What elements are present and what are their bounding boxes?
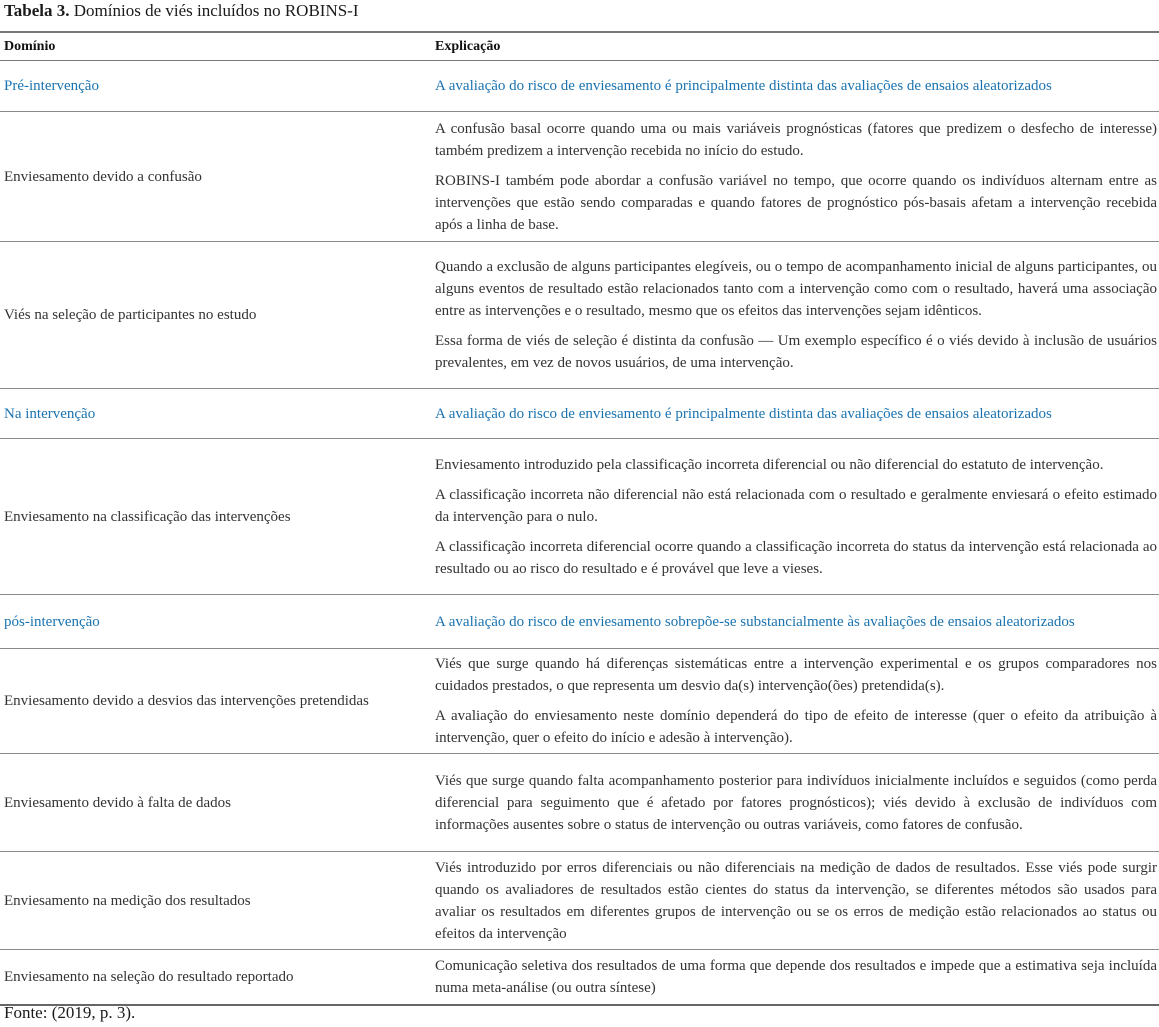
section-row-post-intervention — [0, 595, 1159, 649]
section-row-at-intervention — [0, 389, 1159, 439]
table-row-selection — [0, 242, 1159, 389]
domain-cell: Enviesamento devido a confusão — [0, 112, 427, 242]
table-row-confusion — [0, 112, 1159, 242]
table-row-classification — [0, 439, 1159, 595]
explanation-paragraph: Enviesamento introduzido pela classificação incorreta diferencial ou não diferencial do estatuto de intervenção. — [435, 456, 1104, 473]
explanation-cell — [427, 242, 1159, 389]
table-caption — [4, 1, 359, 21]
table-row-missing-data — [0, 754, 1159, 852]
domain-cell: Enviesamento devido à falta de dados — [0, 754, 427, 852]
section-domain: pós-intervenção — [0, 595, 427, 649]
explanation-cell — [427, 439, 1159, 595]
domain-cell: Enviesamento na classificação das intervenções — [0, 439, 427, 595]
domain-cell: Viés na seleção de participantes no estudo — [0, 242, 427, 389]
domain-cell: Enviesamento na medição dos resultados — [0, 852, 427, 950]
explanation-cell — [427, 852, 1159, 950]
explanation-paragraph: A classificação incorreta não diferencial não está relacionada com o resultado e geralmente enviesará o efeito estimado da intervenção para o nulo. — [435, 486, 1157, 525]
header-explanation: Explicação — [427, 32, 1159, 61]
table-header-row — [0, 32, 1159, 61]
section-row-pre-intervention — [0, 61, 1159, 112]
explanation-paragraph: Comunicação seletiva dos resultados de uma forma que depende dos resultados e impede que a estimativa seja incluída numa meta-análise (ou outra síntese) — [435, 957, 1157, 996]
table-caption-text: Domínios de viés incluídos no ROBINS-I — [69, 1, 359, 20]
source-note: Fonte: (2019, p. 3). — [4, 1003, 136, 1022]
explanation-paragraph: Viés que surge quando há diferenças sistemáticas entre a intervenção experimental e os grupos comparadores nos cuidados prestados, o que representa um desvio da(s) intervenção(ões) pretendida(s). — [435, 656, 1157, 694]
explanation-cell — [427, 754, 1159, 852]
explanation-cell — [427, 112, 1159, 242]
explanation-paragraph: Viés que surge quando falta acompanhamento posterior para indivíduos inicialmente incluídos e seguidos (como perda diferencial para seguimento que é afetado por fatores prognósticos); viés devido à exclusão de indivíduos com informações ausentes sobre o status de intervenção ou outras variáveis, como fatores de confusão. — [435, 772, 1157, 833]
section-domain: Pré-intervenção — [0, 61, 427, 112]
domain-cell: Enviesamento devido a desvios das intervenções pretendidas — [0, 649, 427, 754]
explanation-cell — [427, 950, 1159, 1005]
table-row-reporting — [0, 950, 1159, 1005]
section-explanation: A avaliação do risco de enviesamento é principalmente distinta das avaliações de ensaios aleatorizados — [427, 389, 1159, 439]
domain-cell: Enviesamento na seleção do resultado reportado — [0, 950, 427, 1005]
section-explanation: A avaliação do risco de enviesamento sobrepõe-se substancialmente às avaliações de ensaios aleatorizados — [427, 595, 1159, 649]
header-domain: Domínio — [0, 32, 427, 61]
section-explanation: A avaliação do risco de enviesamento é principalmente distinta das avaliações de ensaios aleatorizados — [427, 61, 1159, 112]
explanation-paragraph: A avaliação do enviesamento neste domínio dependerá do tipo de efeito de interesse (quer o efeito da atribuição à intervenção, quer o efeito do início e adesão à intervenção). — [435, 708, 1157, 746]
explanation-paragraph: Quando a exclusão de alguns participantes elegíveis, ou o tempo de acompanhamento inicial de alguns participantes, ou alguns eventos de resultado estão relacionados tanto com a intervenção como com o resultado, haverá uma associação entre as intervenções e o resultado, mesmo que os efeitos das intervenções sejam idênticos. — [435, 259, 1157, 319]
explanation-paragraph: Viés introduzido por erros diferenciais ou não diferenciais na medição de dados de resultados. Esse viés pode surgir quando os avaliadores de resultados estão cientes do status da intervenção, se diferentes métodos são usados para avaliar os resultados em diferentes grupos de intervenção ou se os erros de medição estão relacionados ao status ou efeitos da intervenção — [435, 859, 1157, 942]
table-row-deviations — [0, 649, 1159, 754]
explanation-paragraph: ROBINS-I também pode abordar a confusão variável no tempo, que ocorre quando os indivíduos alternam entre as intervenções que estão sendo comparadas e quando fatores de prognóstico pós-basais afetam a intervenção recebida após a linha de base. — [435, 172, 1157, 233]
explanation-paragraph: A classificação incorreta diferencial ocorre quando a classificação incorreta do status da intervenção está relacionada ao resultado ou ao risco do resultado e é provável que leve a vieses. — [435, 538, 1157, 577]
explanation-paragraph: Essa forma de viés de seleção é distinta da confusão — Um exemplo específico é o viés devido à inclusão de usuários prevalentes, em vez de novos usuários, de uma intervenção. — [435, 333, 1157, 371]
table-caption-label: Tabela 3. — [4, 1, 70, 20]
table-row-measurement — [0, 852, 1159, 950]
section-domain: Na intervenção — [0, 389, 427, 439]
robins-i-domains-table — [0, 31, 1159, 1006]
explanation-cell — [427, 649, 1159, 754]
explanation-paragraph: A confusão basal ocorre quando uma ou mais variáveis prognósticas (fatores que predizem o desfecho de interesse) também predizem a intervenção recebida no início do estudo. — [435, 120, 1157, 159]
